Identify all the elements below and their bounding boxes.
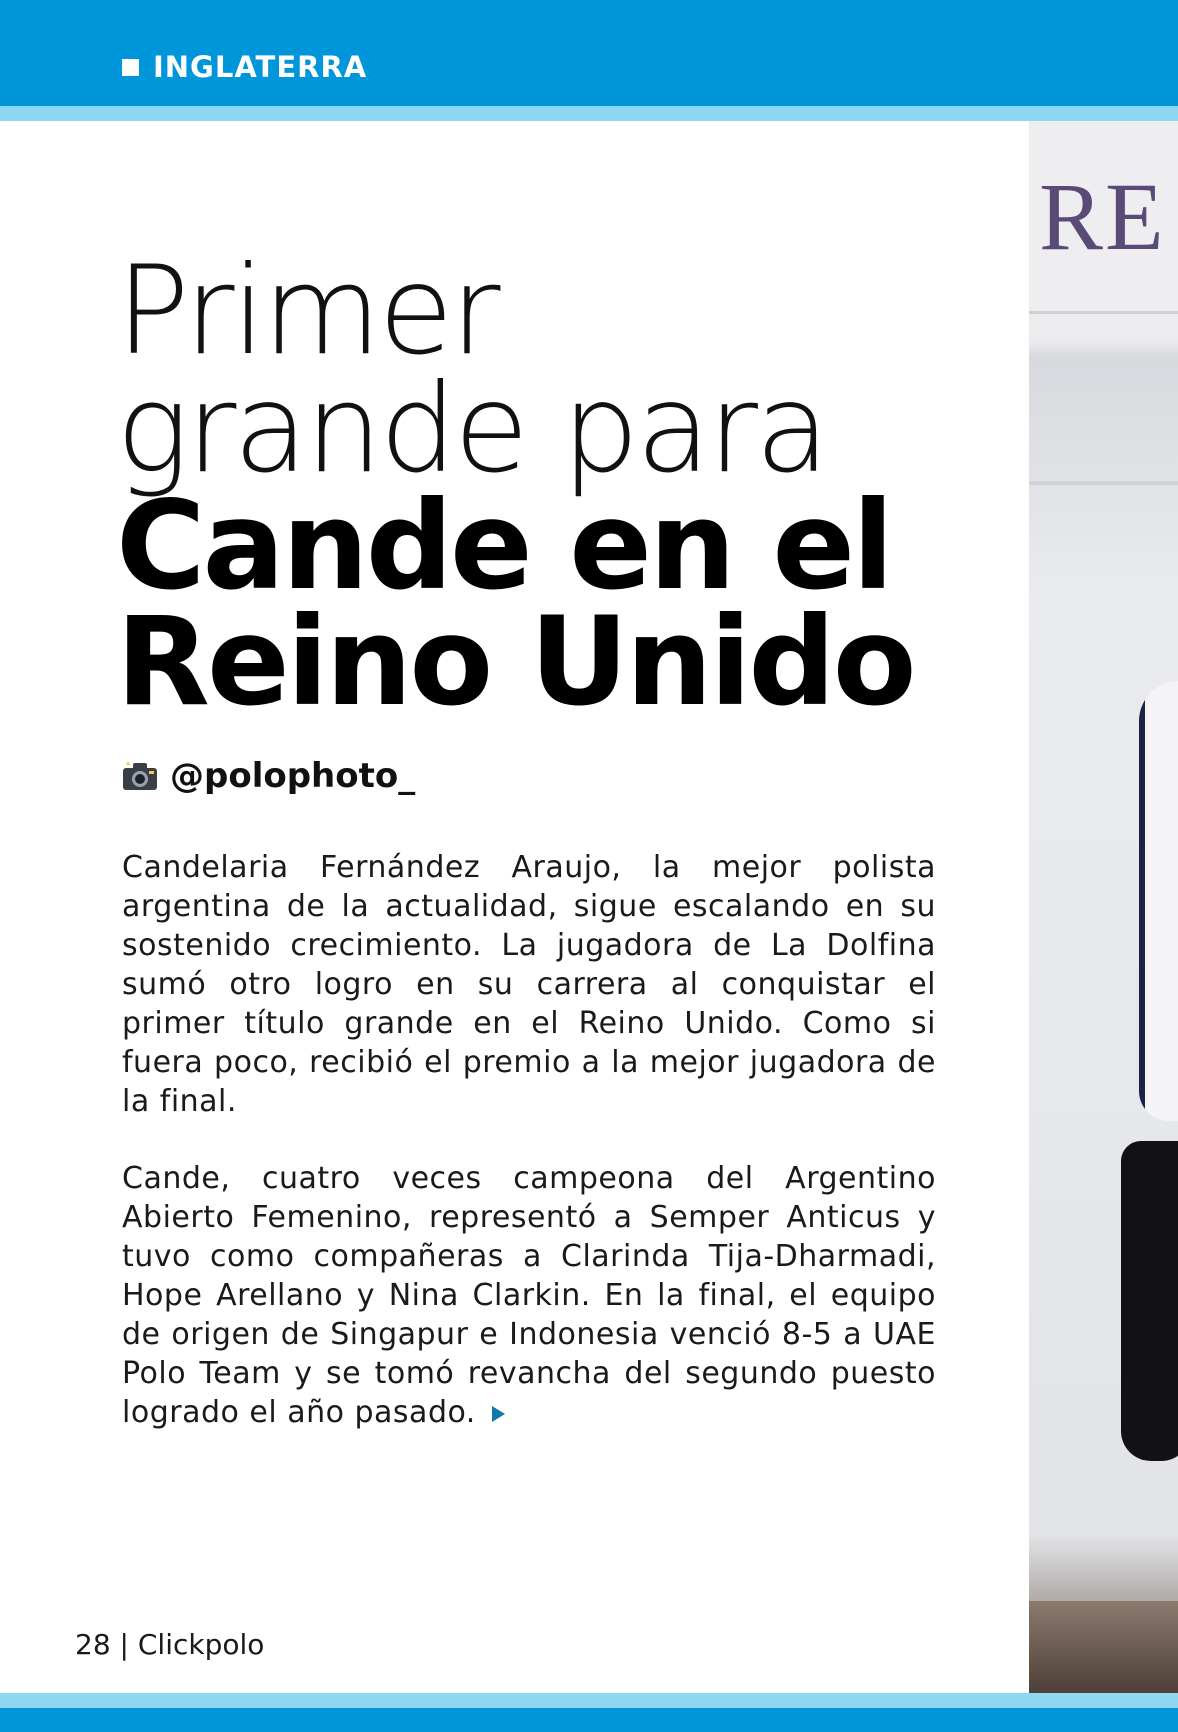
camera-icon [122,761,158,791]
footer-bar [0,1708,1178,1732]
photo-wall-line [1029,481,1178,485]
photo-bag [1121,1141,1178,1461]
headline-line-3: Cande en el [116,475,891,617]
section-title: INGLATERRA [153,50,368,84]
headline-line-4: Reino Unido [116,591,914,733]
article-paragraph-2 [122,1159,936,1432]
article-photo [1029,121,1178,1693]
credit-handle: @polophoto_ [170,756,416,796]
footer-stripe [0,1693,1178,1708]
photo-player-figure [1139,681,1178,1121]
square-bullet-icon [122,59,139,76]
section-label [122,50,367,84]
headline-line-2: grande para [116,358,827,500]
article-paragraph-2-text: Cande, cuatro veces campeona del Argentino Abierto Femenino, representó a Semper Anticus y tuvo como compañeras a Clarinda Tija-Dharmadi, Hope Arellano y Nina Clarkin. En la final, el equipo de origen de Singapur e Indonesia venció 8-5 a UAE Polo Team y se tomó revancha del segundo puesto logrado el año pasado. [122,1161,936,1430]
photo-credit [122,756,415,796]
page-footer: 28 | Clickpolo [75,1628,265,1661]
photo-ground [1029,1601,1178,1693]
photo-sign-text: RE [1039,163,1166,270]
continue-arrow-icon [492,1406,505,1422]
article-paragraph-1: Candelaria Fernández Araujo, la mejor polista argentina de la actualidad, sigue escalando en su sostenido crecimiento. La jugadora de La Dolfina sumó otro logro en su carrera al conquistar el primer título grande en el Reino Unido. Como si fuera poco, recibió el premio a la mejor jugadora de la final. [122,850,936,1119]
headline-line-1: Primer [116,240,498,382]
article-headline [116,240,976,733]
header-stripe [0,106,1178,121]
